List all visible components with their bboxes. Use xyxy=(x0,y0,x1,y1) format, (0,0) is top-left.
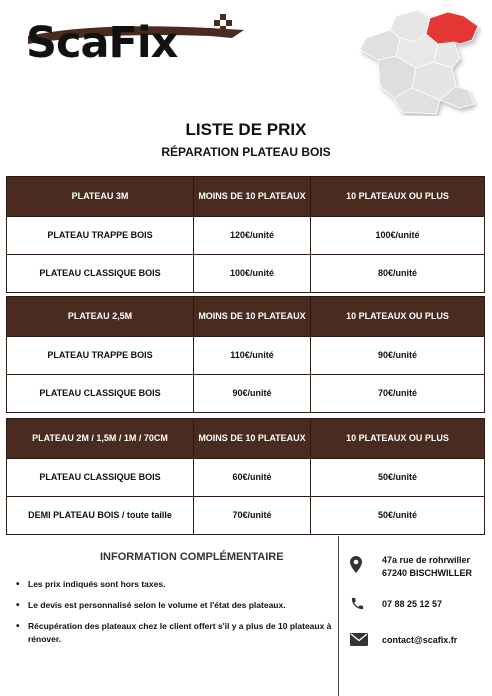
price-cell: 120€/unité xyxy=(194,217,311,255)
table-header-row xyxy=(7,419,485,459)
product-cell: PLATEAU CLASSIQUE BOIS xyxy=(7,375,194,413)
table-row xyxy=(7,497,485,535)
map-highlight-region xyxy=(426,12,478,44)
price-cell: 80€/unité xyxy=(311,255,485,293)
scafix-logo xyxy=(24,14,244,76)
header-cell: MOINS DE 10 PLATEAUX xyxy=(194,177,311,217)
price-cell: 100€/unité xyxy=(311,217,485,255)
price-cell: 50€/unité xyxy=(311,497,485,535)
divider xyxy=(338,536,339,696)
info-section xyxy=(0,536,338,696)
page-subtitle: RÉPARATION PLATEAU BOIS xyxy=(161,145,331,159)
address-line: 47a rue de rohrwiller xyxy=(382,555,471,565)
product-cell: PLATEAU CLASSIQUE BOIS xyxy=(7,459,194,497)
list-item: • Récupération des plateaux chez le client offert s'il y a plus de 10 plateaux à rénover. xyxy=(16,620,336,646)
page-title: LISTE DE PRIX xyxy=(185,120,307,139)
header-cell: 10 PLATEAUX OU PLUS xyxy=(311,419,485,459)
address-line: 67240 BISCHWILLER xyxy=(382,568,473,578)
table-row xyxy=(7,337,485,375)
table-header-row xyxy=(7,297,485,337)
header-cell: PLATEAU 3M xyxy=(7,177,194,217)
list-item: • Le devis est personnalisé selon le volume et l'état des plateaux. xyxy=(16,599,336,612)
location-pin-icon xyxy=(350,556,362,573)
contact-section xyxy=(340,536,492,696)
header-cell: MOINS DE 10 PLATEAUX xyxy=(194,297,311,337)
price-cell: 90€/unité xyxy=(311,337,485,375)
price-cell: 100€/unité xyxy=(194,255,311,293)
header-cell: 10 PLATEAUX OU PLUS xyxy=(311,177,485,217)
phone-text[interactable]: 07 88 25 12 57 xyxy=(382,599,443,609)
price-cell: 90€/unité xyxy=(194,375,311,413)
price-cell: 60€/unité xyxy=(194,459,311,497)
email-link[interactable]: contact@scafix.fr xyxy=(382,635,458,645)
table-header-row xyxy=(7,177,485,217)
table-row xyxy=(7,375,485,413)
france-map xyxy=(356,4,482,116)
price-cell: 110€/unité xyxy=(194,337,311,375)
list-item: • Les prix indiqués sont hors taxes. xyxy=(16,578,336,591)
product-cell: PLATEAU TRAPPE BOIS xyxy=(7,217,194,255)
price-table-small xyxy=(6,418,485,535)
product-cell: PLATEAU TRAPPE BOIS xyxy=(7,337,194,375)
info-title: INFORMATION COMPLÉMENTAIRE xyxy=(100,551,284,563)
table-row xyxy=(7,255,485,293)
phone-icon xyxy=(350,596,365,611)
header-cell: PLATEAU 2M / 1,5M / 1M / 70CM xyxy=(7,419,194,459)
price-cell: 70€/unité xyxy=(194,497,311,535)
header-cell: 10 PLATEAUX OU PLUS xyxy=(311,297,485,337)
logo-text: ScaFix xyxy=(26,18,178,68)
info-list xyxy=(16,578,336,654)
price-table-2-5m xyxy=(6,296,485,413)
header-cell: PLATEAU 2,5M xyxy=(7,297,194,337)
header-cell: MOINS DE 10 PLATEAUX xyxy=(194,419,311,459)
map-base-region xyxy=(360,30,400,60)
price-cell: 70€/unité xyxy=(311,375,485,413)
table-row xyxy=(7,459,485,497)
product-cell: DEMI PLATEAU BOIS / toute taille xyxy=(7,497,194,535)
price-table-3m xyxy=(6,176,485,293)
table-row xyxy=(7,217,485,255)
product-cell: PLATEAU CLASSIQUE BOIS xyxy=(7,255,194,293)
mail-icon xyxy=(350,633,368,646)
price-cell: 50€/unité xyxy=(311,459,485,497)
